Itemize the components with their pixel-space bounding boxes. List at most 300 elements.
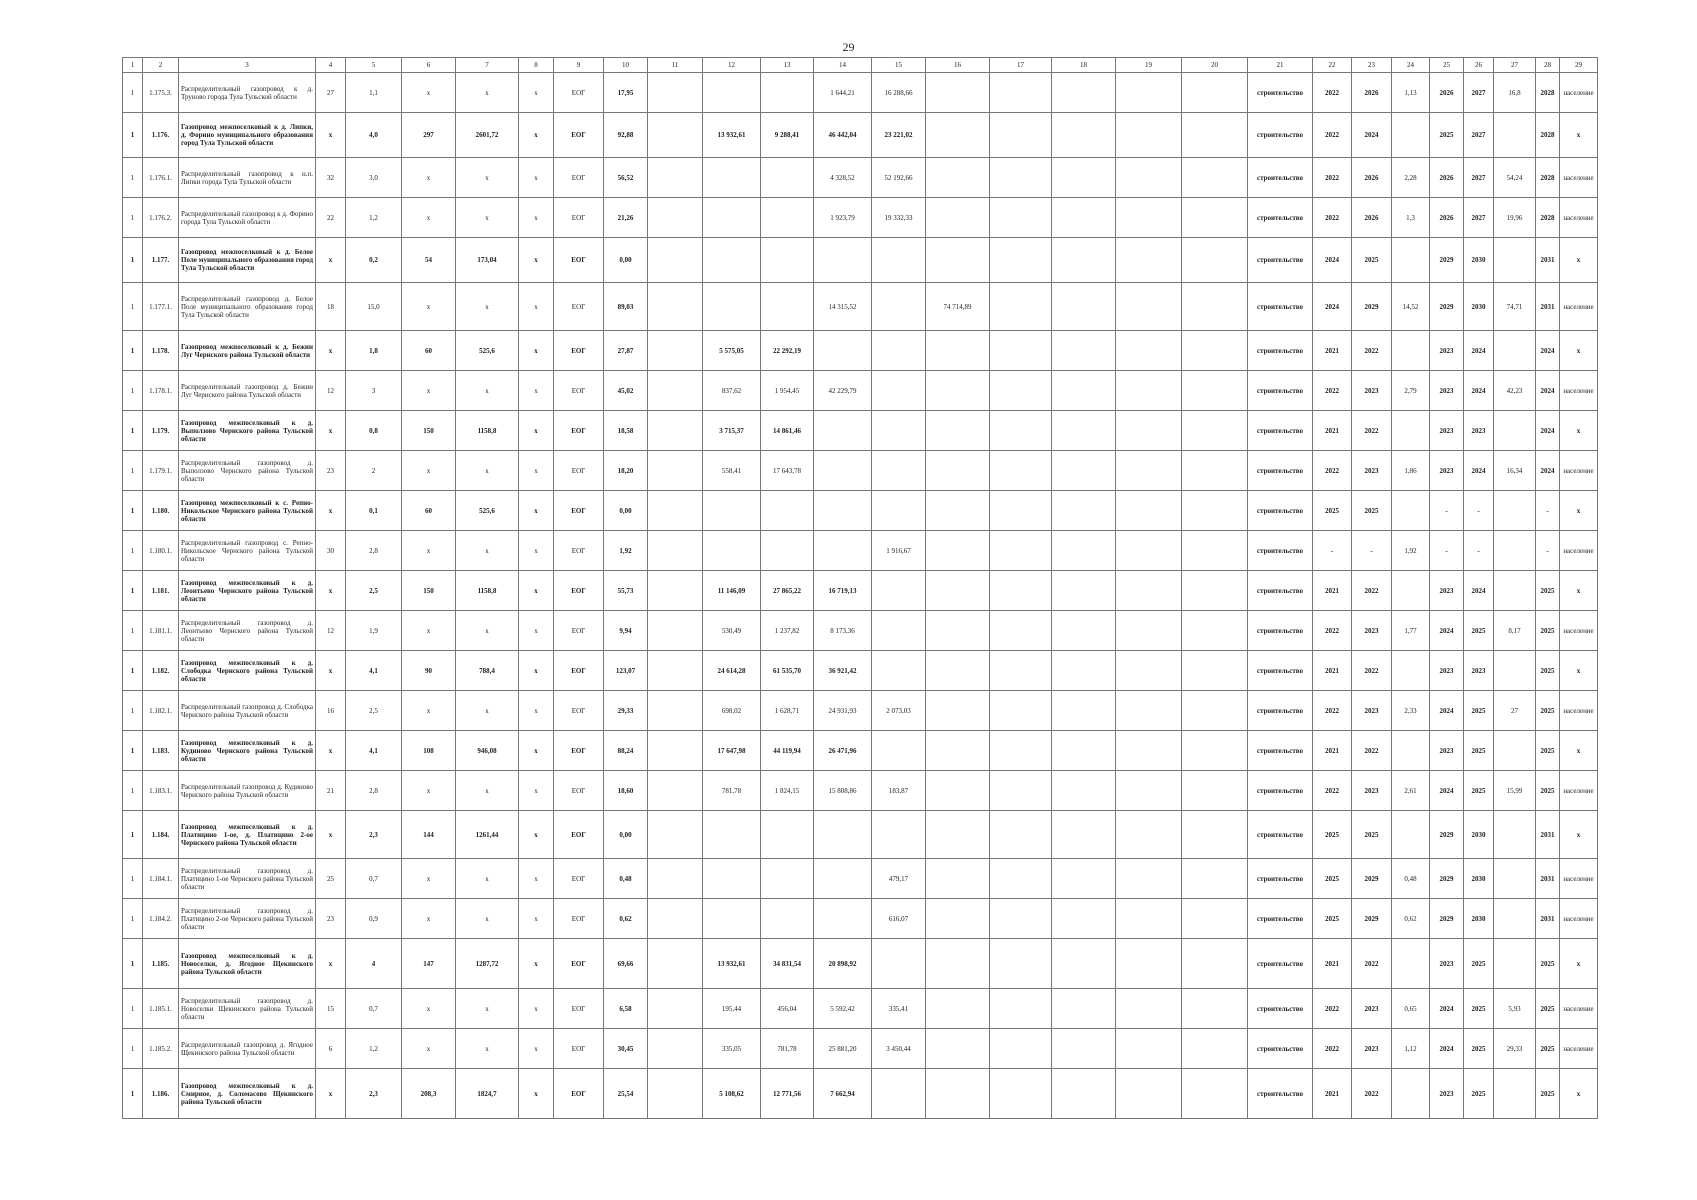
- item-number-cell: 1.182.: [143, 651, 179, 691]
- table-cell: x: [456, 899, 519, 939]
- table-cell: 2031: [1536, 811, 1560, 859]
- table-cell: [1052, 811, 1116, 859]
- table-cell: 3: [346, 371, 402, 411]
- table-cell: 1,9: [346, 611, 402, 651]
- table-cell: 55,73: [604, 571, 648, 611]
- item-number-cell: 1.175.3.: [143, 73, 179, 113]
- table-cell: 2023: [1430, 411, 1464, 451]
- table-cell: [814, 238, 872, 283]
- table-cell: x: [402, 859, 456, 899]
- column-number: 4: [316, 58, 346, 73]
- table-cell: строительство: [1248, 1029, 1313, 1069]
- table-cell: 2030: [1464, 811, 1494, 859]
- table-cell: строительство: [1248, 939, 1313, 989]
- table-cell: [761, 283, 814, 331]
- table-cell: 3 715,37: [703, 411, 761, 451]
- table-cell: строительство: [1248, 691, 1313, 731]
- table-cell: 2025: [1464, 771, 1494, 811]
- table-cell: 27: [316, 73, 346, 113]
- table-cell: 698,02: [703, 691, 761, 731]
- table-cell: 60: [402, 491, 456, 531]
- table-cell: -: [1536, 531, 1560, 571]
- table-cell: ЕОГ: [554, 771, 604, 811]
- table-cell: население: [1560, 451, 1598, 491]
- table-cell: [926, 731, 990, 771]
- table-cell: [1392, 1069, 1430, 1119]
- table-cell: 14 315,52: [814, 283, 872, 331]
- table-cell: 2023: [1430, 651, 1464, 691]
- table-cell: [1116, 113, 1182, 158]
- table-cell: [648, 731, 703, 771]
- table-cell: 2027: [1464, 198, 1494, 238]
- table-cell: x: [1560, 491, 1598, 531]
- table-cell: 46 442,04: [814, 113, 872, 158]
- table-cell: [648, 283, 703, 331]
- table-cell: население: [1560, 371, 1598, 411]
- table-cell: 29,33: [1494, 1029, 1536, 1069]
- table-cell: строительство: [1248, 771, 1313, 811]
- item-number-cell: 1.185.: [143, 939, 179, 989]
- table-cell: [1116, 611, 1182, 651]
- table-cell: 2025: [1536, 611, 1560, 651]
- table-cell: [1116, 651, 1182, 691]
- table-cell: 1261,44: [456, 811, 519, 859]
- object-name-cell: Газопровод межпоселковый к д. Бежин Луг Чернского района Тульской области: [179, 331, 316, 371]
- column-number-row: [123, 58, 1598, 73]
- table-cell: 2024: [1464, 451, 1494, 491]
- table-cell: 22: [316, 198, 346, 238]
- table-cell: 2029: [1430, 238, 1464, 283]
- table-cell: 1: [123, 899, 143, 939]
- table-cell: [648, 811, 703, 859]
- table-cell: 2028: [1536, 198, 1560, 238]
- item-number-cell: 1.179.1.: [143, 451, 179, 491]
- table-cell: строительство: [1248, 113, 1313, 158]
- table-row: [123, 451, 1598, 491]
- column-number: 27: [1494, 58, 1536, 73]
- object-name-cell: Распределительный газопровод с. Репно-Никольское Чернского района Тульской области: [179, 531, 316, 571]
- table-cell: [1116, 531, 1182, 571]
- table-cell: 2021: [1313, 651, 1352, 691]
- table-cell: 2021: [1313, 571, 1352, 611]
- table-cell: 1: [123, 571, 143, 611]
- table-cell: [990, 939, 1052, 989]
- column-number: 28: [1536, 58, 1560, 73]
- table-cell: население: [1560, 611, 1598, 651]
- table-cell: x: [316, 411, 346, 451]
- column-number: 21: [1248, 58, 1313, 73]
- table-cell: 2022: [1352, 331, 1392, 371]
- table-cell: [1052, 113, 1116, 158]
- table-cell: 25,54: [604, 1069, 648, 1119]
- table-cell: 1 916,67: [872, 531, 926, 571]
- table-cell: [1052, 158, 1116, 198]
- table-cell: [1182, 113, 1248, 158]
- table-cell: x: [1560, 331, 1598, 371]
- table-cell: [990, 899, 1052, 939]
- table-cell: 2024: [1313, 238, 1352, 283]
- table-cell: [990, 611, 1052, 651]
- table-cell: 18,60: [604, 771, 648, 811]
- table-cell: x: [519, 238, 554, 283]
- table-cell: [648, 531, 703, 571]
- table-cell: строительство: [1248, 571, 1313, 611]
- table-cell: [1494, 531, 1536, 571]
- table-cell: 2029: [1352, 899, 1392, 939]
- table-cell: x: [519, 859, 554, 899]
- table-cell: [990, 491, 1052, 531]
- table-cell: 5 108,62: [703, 1069, 761, 1119]
- table-cell: 23 221,02: [872, 113, 926, 158]
- table-cell: 335,41: [872, 989, 926, 1029]
- table-cell: 0,00: [604, 811, 648, 859]
- table-cell: [648, 331, 703, 371]
- table-cell: ЕОГ: [554, 731, 604, 771]
- table-cell: x: [519, 811, 554, 859]
- object-name-cell: Распределительный газопровод д. Леонтьево Чернского района Тульской области: [179, 611, 316, 651]
- table-cell: 16,8: [1494, 73, 1536, 113]
- object-name-cell: Газопровод межпоселковый к д. Слободка Чернского района Тульской области: [179, 651, 316, 691]
- table-cell: x: [456, 859, 519, 899]
- table-cell: 11 146,09: [703, 571, 761, 611]
- table-cell: 92,88: [604, 113, 648, 158]
- table-row: [123, 939, 1598, 989]
- object-name-cell: Газопровод межпоселковый к д. Платицино 1-ое, д. Платицино 2-ое Чернского района Тульской области: [179, 811, 316, 859]
- table-cell: ЕОГ: [554, 571, 604, 611]
- table-cell: строительство: [1248, 611, 1313, 651]
- table-cell: население: [1560, 899, 1598, 939]
- table-cell: 1 923,79: [814, 198, 872, 238]
- table-cell: 60: [402, 331, 456, 371]
- table-row: [123, 73, 1598, 113]
- table-cell: [1392, 811, 1430, 859]
- table-cell: 2025: [1313, 899, 1352, 939]
- table-cell: 2025: [1313, 811, 1352, 859]
- table-cell: [872, 651, 926, 691]
- table-cell: 2024: [1430, 691, 1464, 731]
- table-cell: 2022: [1313, 198, 1352, 238]
- table-cell: 2022: [1352, 1069, 1392, 1119]
- table-cell: [1392, 238, 1430, 283]
- table-cell: x: [519, 331, 554, 371]
- table-cell: [1182, 531, 1248, 571]
- table-cell: 2022: [1352, 939, 1392, 989]
- table-cell: [872, 331, 926, 371]
- table-cell: [872, 283, 926, 331]
- table-cell: [1052, 859, 1116, 899]
- table-cell: x: [519, 1029, 554, 1069]
- table-cell: 0,62: [1392, 899, 1430, 939]
- table-cell: 1,2: [346, 1029, 402, 1069]
- table-cell: 45,02: [604, 371, 648, 411]
- table-row: [123, 331, 1598, 371]
- table-row: [123, 691, 1598, 731]
- table-cell: [1494, 651, 1536, 691]
- table-cell: 23: [316, 451, 346, 491]
- table-cell: [1182, 73, 1248, 113]
- table-cell: [648, 771, 703, 811]
- table-cell: [990, 811, 1052, 859]
- table-cell: 15,0: [346, 283, 402, 331]
- table-cell: [1116, 283, 1182, 331]
- table-cell: [926, 331, 990, 371]
- table-cell: [1116, 859, 1182, 899]
- table-cell: x: [456, 283, 519, 331]
- table-cell: 4: [346, 939, 402, 989]
- table-cell: строительство: [1248, 1069, 1313, 1119]
- table-cell: [1182, 691, 1248, 731]
- column-number: 2: [143, 58, 179, 73]
- item-number-cell: 1.178.: [143, 331, 179, 371]
- table-cell: 2024: [1464, 371, 1494, 411]
- table-cell: [814, 811, 872, 859]
- table-row: [123, 989, 1598, 1029]
- table-cell: 16 288,66: [872, 73, 926, 113]
- table-cell: [926, 491, 990, 531]
- table-cell: 24 614,28: [703, 651, 761, 691]
- table-cell: [648, 113, 703, 158]
- table-cell: x: [456, 371, 519, 411]
- item-number-cell: 1.181.1.: [143, 611, 179, 651]
- table-cell: 1,92: [604, 531, 648, 571]
- table-cell: строительство: [1248, 491, 1313, 531]
- table-cell: [926, 238, 990, 283]
- table-cell: [1494, 571, 1536, 611]
- table-cell: ЕОГ: [554, 1069, 604, 1119]
- table-cell: 2024: [1464, 571, 1494, 611]
- table-cell: [648, 491, 703, 531]
- table-cell: x: [519, 198, 554, 238]
- table-row: [123, 371, 1598, 411]
- table-cell: 1158,8: [456, 571, 519, 611]
- table-cell: [814, 411, 872, 451]
- table-cell: 16: [316, 691, 346, 731]
- table-cell: 6,58: [604, 989, 648, 1029]
- table-cell: 2,28: [1392, 158, 1430, 198]
- table-cell: x: [519, 989, 554, 1029]
- table-cell: [872, 939, 926, 989]
- table-cell: [872, 451, 926, 491]
- table-cell: население: [1560, 283, 1598, 331]
- table-cell: [872, 491, 926, 531]
- table-cell: [990, 651, 1052, 691]
- table-cell: 1,86: [1392, 451, 1430, 491]
- table-cell: [926, 859, 990, 899]
- table-cell: 18,58: [604, 411, 648, 451]
- table-cell: [761, 859, 814, 899]
- table-cell: [703, 283, 761, 331]
- table-cell: [990, 859, 1052, 899]
- table-cell: 1 237,82: [761, 611, 814, 651]
- table-cell: [872, 411, 926, 451]
- table-cell: 0,00: [604, 491, 648, 531]
- table-cell: [648, 899, 703, 939]
- table-cell: [926, 1069, 990, 1119]
- table-cell: строительство: [1248, 899, 1313, 939]
- object-name-cell: Распределительный газопровод д. Белое Поле муниципального образования город Тула Тульской области: [179, 283, 316, 331]
- table-cell: x: [402, 899, 456, 939]
- item-number-cell: 1.186.: [143, 1069, 179, 1119]
- table-cell: [761, 238, 814, 283]
- table-cell: [990, 331, 1052, 371]
- table-cell: [990, 238, 1052, 283]
- table-cell: x: [1560, 939, 1598, 989]
- table-cell: 2022: [1352, 731, 1392, 771]
- table-cell: [1116, 771, 1182, 811]
- table-cell: население: [1560, 691, 1598, 731]
- table-cell: [1052, 198, 1116, 238]
- table-cell: [1116, 571, 1182, 611]
- table-cell: 2026: [1430, 198, 1464, 238]
- table-cell: [761, 158, 814, 198]
- table-cell: 54,24: [1494, 158, 1536, 198]
- table-cell: 781,78: [703, 771, 761, 811]
- table-cell: [648, 651, 703, 691]
- table-cell: 9,94: [604, 611, 648, 651]
- table-row: [123, 113, 1598, 158]
- table-cell: 2026: [1430, 73, 1464, 113]
- table-cell: [1392, 331, 1430, 371]
- item-number-cell: 1.176.1.: [143, 158, 179, 198]
- table-cell: [990, 771, 1052, 811]
- object-name-cell: Газопровод межпоселковый к д. Кудиново Чернского района Тульской области: [179, 731, 316, 771]
- table-cell: 56,52: [604, 158, 648, 198]
- object-name-cell: Газопровод межпоселковый к д. Белое Поле муниципального образования город Тула Тульской области: [179, 238, 316, 283]
- table-cell: [872, 571, 926, 611]
- table-cell: строительство: [1248, 989, 1313, 1029]
- table-cell: 1: [123, 238, 143, 283]
- table-cell: [872, 1069, 926, 1119]
- table-cell: 1 628,71: [761, 691, 814, 731]
- table-cell: 2027: [1464, 113, 1494, 158]
- table-cell: [990, 451, 1052, 491]
- table-cell: 17 647,98: [703, 731, 761, 771]
- table-cell: 14 861,46: [761, 411, 814, 451]
- table-cell: 2023: [1464, 411, 1494, 451]
- table-cell: 183,87: [872, 771, 926, 811]
- table-cell: 54: [402, 238, 456, 283]
- table-cell: 2029: [1430, 859, 1464, 899]
- table-row: [123, 1069, 1598, 1119]
- table-cell: x: [456, 531, 519, 571]
- item-number-cell: 1.176.: [143, 113, 179, 158]
- table-cell: 2022: [1313, 1029, 1352, 1069]
- table-cell: [990, 691, 1052, 731]
- table-cell: 123,07: [604, 651, 648, 691]
- table-cell: 19 332,33: [872, 198, 926, 238]
- page-number: 29: [842, 40, 855, 54]
- table-cell: [990, 411, 1052, 451]
- table-cell: [1116, 899, 1182, 939]
- table-cell: [1116, 731, 1182, 771]
- table-cell: -: [1352, 531, 1392, 571]
- table-row: [123, 899, 1598, 939]
- table-cell: 2,5: [346, 691, 402, 731]
- table-cell: [814, 451, 872, 491]
- column-number: 3: [179, 58, 316, 73]
- table-cell: [1182, 451, 1248, 491]
- table-cell: x: [402, 611, 456, 651]
- table-cell: 2023: [1352, 451, 1392, 491]
- table-cell: 14,52: [1392, 283, 1430, 331]
- table-cell: [1494, 939, 1536, 989]
- table-row: [123, 1029, 1598, 1069]
- table-cell: x: [316, 571, 346, 611]
- table-cell: [990, 989, 1052, 1029]
- object-name-cell: Распределительный газопровод к н.п. Липки города Тула Тульской области: [179, 158, 316, 198]
- item-number-cell: 1.177.1.: [143, 283, 179, 331]
- object-name-cell: Газопровод межпоселковый к с. Репно-Никольское Чернского района Тульской области: [179, 491, 316, 531]
- table-cell: 1: [123, 491, 143, 531]
- table-cell: 2023: [1352, 771, 1392, 811]
- object-name-cell: Распределительный газопровод д. Выползово Чернского района Тульской области: [179, 451, 316, 491]
- table-cell: 2025: [1464, 731, 1494, 771]
- table-row: [123, 283, 1598, 331]
- table-cell: 0,00: [604, 238, 648, 283]
- table-cell: строительство: [1248, 859, 1313, 899]
- table-cell: [926, 198, 990, 238]
- table-cell: [814, 859, 872, 899]
- table-cell: [1052, 939, 1116, 989]
- table-cell: [1116, 491, 1182, 531]
- table-cell: [814, 491, 872, 531]
- item-number-cell: 1.180.1.: [143, 531, 179, 571]
- table-cell: 2,5: [346, 571, 402, 611]
- table-cell: 5,93: [1494, 989, 1536, 1029]
- table-cell: -: [1430, 491, 1464, 531]
- column-number: 11: [648, 58, 703, 73]
- table-cell: 19,96: [1494, 198, 1536, 238]
- table-cell: x: [1560, 1069, 1598, 1119]
- table-row: [123, 611, 1598, 651]
- table-cell: [872, 371, 926, 411]
- table-cell: 2025: [1464, 1029, 1494, 1069]
- table-cell: [1116, 811, 1182, 859]
- table-cell: [926, 113, 990, 158]
- table-cell: [814, 331, 872, 371]
- table-cell: x: [519, 771, 554, 811]
- table-cell: 2022: [1352, 571, 1392, 611]
- column-number: 19: [1116, 58, 1182, 73]
- table-cell: 1,12: [1392, 1029, 1430, 1069]
- table-cell: [1494, 331, 1536, 371]
- table-cell: x: [519, 1069, 554, 1119]
- table-cell: 1: [123, 691, 143, 731]
- table-cell: 2021: [1313, 731, 1352, 771]
- table-cell: 6: [316, 1029, 346, 1069]
- table-cell: x: [519, 899, 554, 939]
- table-cell: 74 714,89: [926, 283, 990, 331]
- table-cell: 2022: [1313, 158, 1352, 198]
- table-cell: 21,26: [604, 198, 648, 238]
- table-cell: [1052, 238, 1116, 283]
- table-row: [123, 198, 1598, 238]
- table-cell: x: [519, 158, 554, 198]
- table-cell: x: [456, 451, 519, 491]
- table-cell: x: [519, 491, 554, 531]
- table-cell: [1052, 371, 1116, 411]
- table-cell: 2027: [1464, 158, 1494, 198]
- table-cell: 2023: [1430, 371, 1464, 411]
- table-cell: [761, 73, 814, 113]
- table-cell: 2025: [1464, 939, 1494, 989]
- table-cell: 2026: [1430, 158, 1464, 198]
- table-cell: 2030: [1464, 283, 1494, 331]
- table-cell: [990, 531, 1052, 571]
- table-cell: 7 662,94: [814, 1069, 872, 1119]
- item-number-cell: 1.185.1.: [143, 989, 179, 1029]
- column-number: 8: [519, 58, 554, 73]
